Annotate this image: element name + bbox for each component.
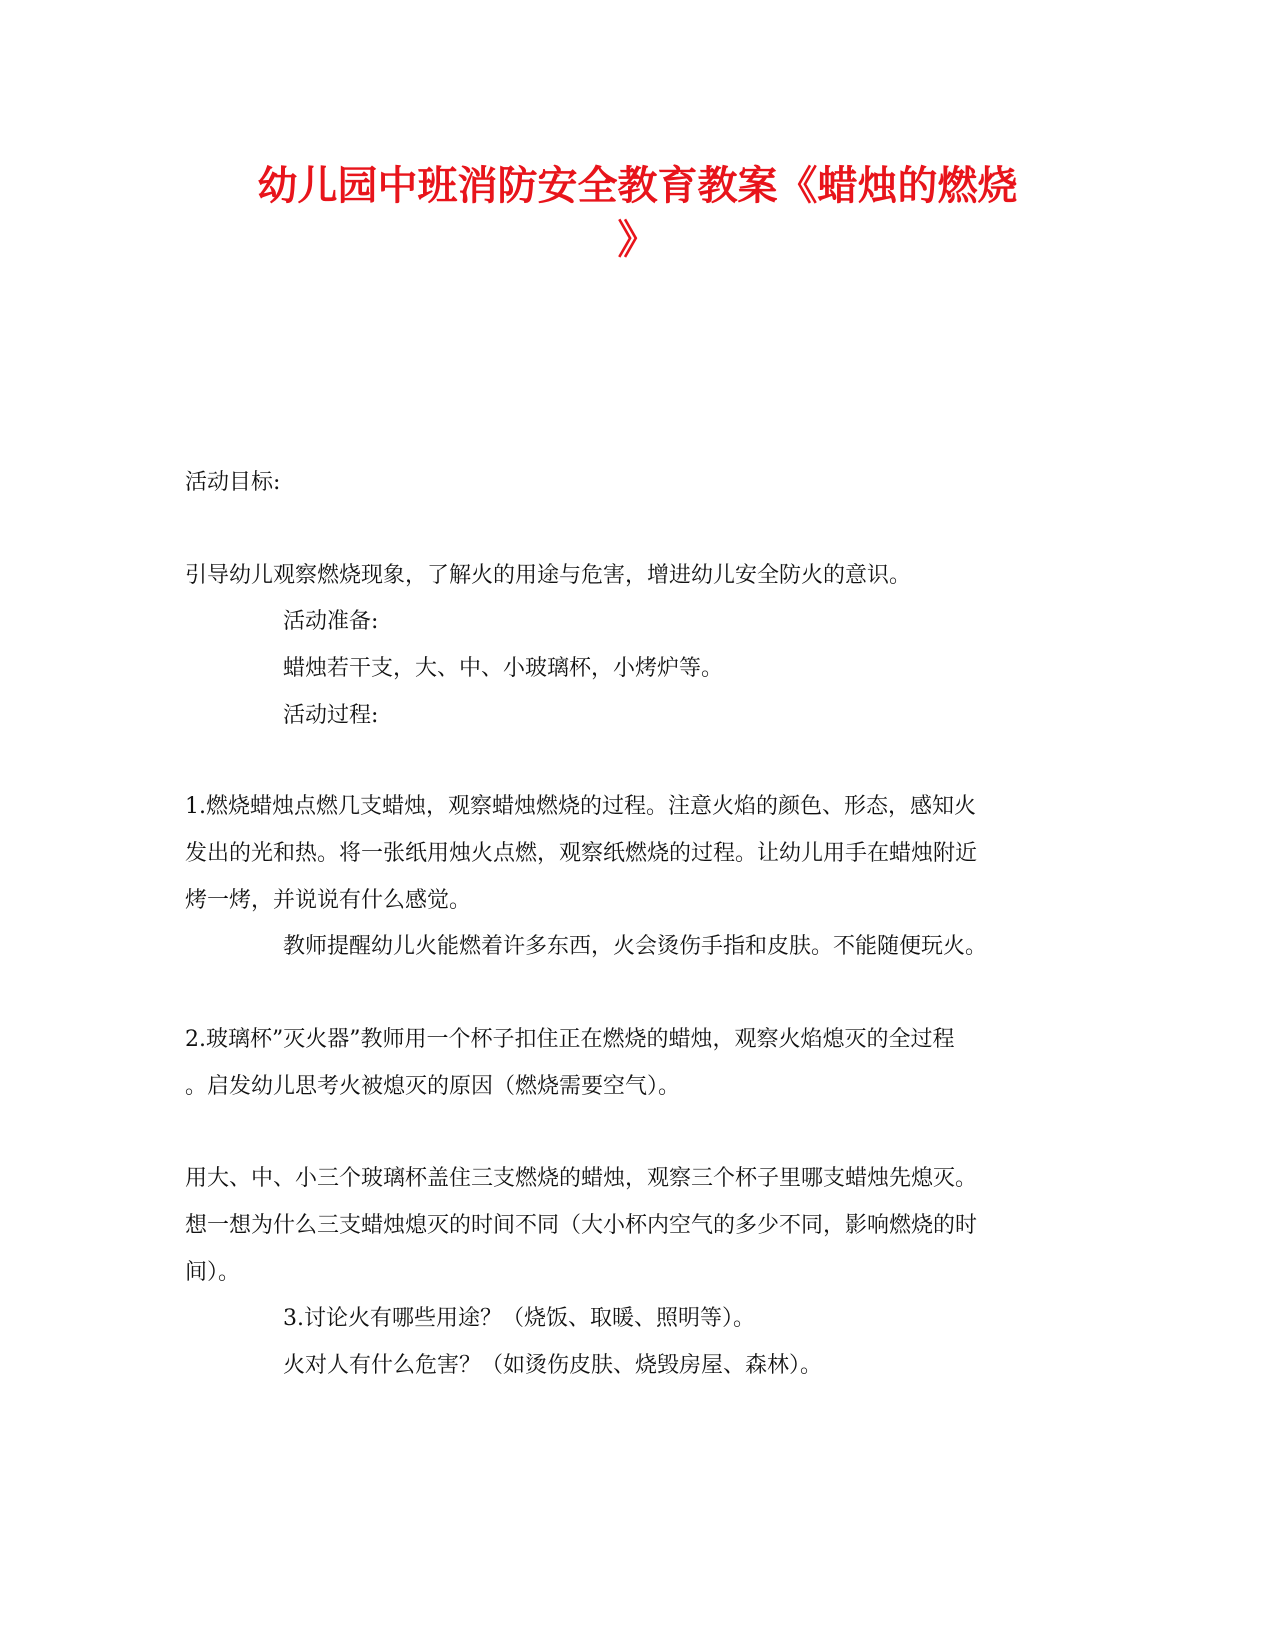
paragraph-line: 间）。	[185, 1260, 241, 1285]
paragraph-line: 烤一烤，并说说有什么感觉。	[185, 888, 472, 913]
paragraph-line: 。启发幼儿思考火被熄灭的原因（燃烧需要空气）。	[185, 1074, 681, 1099]
document-title-line-1: 幼儿园中班消防安全教育教案《蜡烛的燃烧	[257, 162, 1018, 209]
paragraph-line: 发出的光和热。将一张纸用烛火点燃，观察纸燃烧的过程。让幼儿用手在蜡烛附近	[185, 841, 978, 866]
paragraph-line: 1.燃烧蜡烛点燃几支蜡烛，观察蜡烛燃烧的过程。注意火焰的颜色、形态，感知火	[185, 794, 976, 819]
paragraph-line: 教师提醒幼儿火能燃着许多东西，火会烫伤手指和皮肤。不能随便玩火。	[283, 934, 988, 959]
section-heading-preparation: 活动准备:	[283, 609, 379, 634]
paragraph-line: 2.玻璃杯”灭火器”教师用一个杯子扣住正在燃烧的蜡烛，观察火焰熄灭的全过程	[185, 1027, 955, 1052]
paragraph-line: 蜡烛若干支，大、中、小玻璃杯，小烤炉等。	[283, 656, 724, 681]
paragraph-line: 3.讨论火有哪些用途？（烧饭、取暖、照明等）。	[283, 1306, 755, 1331]
section-heading-goals: 活动目标:	[185, 470, 281, 495]
paragraph-line: 火对人有什么危害？（如烫伤皮肤、烧毁房屋、森林）。	[283, 1353, 823, 1378]
paragraph-line: 想一想为什么三支蜡烛熄灭的时间不同（大小杯内空气的多少不同，影响燃烧的时	[185, 1213, 978, 1238]
paragraph-line: 用大、中、小三个玻璃杯盖住三支燃烧的蜡烛，观察三个杯子里哪支蜡烛先熄灭。	[185, 1166, 978, 1191]
section-heading-process: 活动过程:	[283, 703, 379, 728]
document-title-line-2: 》	[617, 216, 658, 263]
paragraph-line: 引导幼儿观察燃烧现象，了解火的用途与危害，增进幼儿安全防火的意识。	[185, 563, 912, 588]
